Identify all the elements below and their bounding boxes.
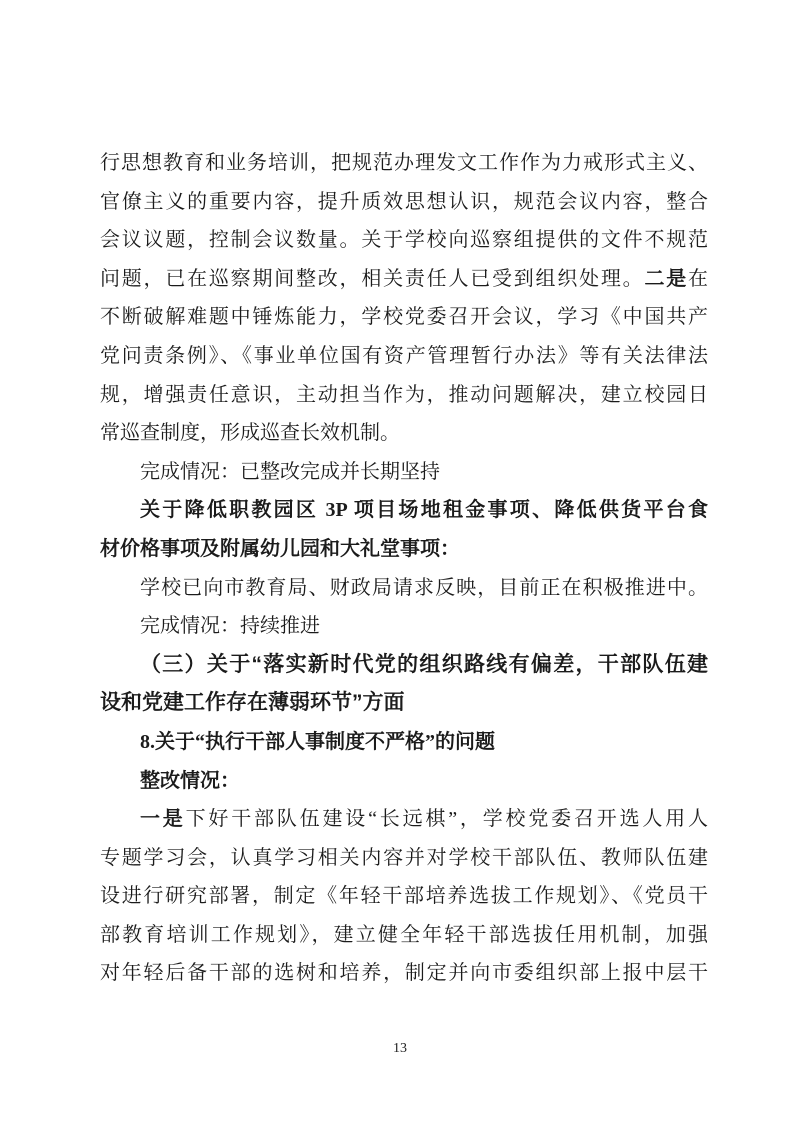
text-segment: 完成情况：已整改完成并长期坚持 [140,460,440,483]
subheading-line [100,530,708,569]
text-segment: 整改情况： [140,769,240,792]
text-segment: 设进行研究部署，制定《年轻干部培养选拔工作规划》、《党员干 [100,885,708,908]
text-segment: 行思想教育和业务培训，把规范办理发文工作作为力戒形式主义、 [100,152,708,174]
paragraph-line [100,376,708,415]
subheading-line [100,491,708,530]
text-segment: 一是 [140,808,186,831]
text-segment: 常巡查制度，形成巡查长效机制。 [100,422,400,445]
text-segment: 下好干部队伍建设“长远棋”，学校党委召开选人用人 [185,808,708,831]
rectification-label-line [100,762,708,801]
text-segment: 党问责条例》、《事业单位国有资产管理暂行办法》等有关法律法 [100,344,708,367]
section-heading-line [100,646,708,685]
completion-status-line [100,607,708,646]
text-segment: 二是 [644,267,689,290]
text-segment: 问题，已在巡察期间整改，相关责任人已受到组织处理。 [100,267,645,290]
page-number: 13 [393,1041,407,1056]
section-heading-line [100,684,708,723]
text-segment: 会议议题，控制会议数量。关于学校向巡察组提供的文件不规范 [100,229,708,252]
text-segment: 官僚主义的重要内容，提升质效思想认识，规范会议内容，整合 [100,190,708,213]
text-segment: 对年轻后备干部的选树和培养，制定并向市委组织部上报中层干 [100,962,708,985]
issue-heading-line [100,723,708,762]
text-segment: （三）关于“落实新时代党的组织路线有偏差，干部队伍建 [140,652,708,676]
paragraph-line [100,337,708,376]
text-segment: 材价格事项及附属幼儿园和大礼堂事项： [100,537,460,560]
text-segment: 8.关于“执行干部人事制度不严格”的问题 [140,730,495,753]
text-segment: 专题学习会，认真学习相关内容并对学校干部队伍、教师队伍建 [100,846,708,869]
paragraph-line [100,414,708,453]
paragraph-line [100,298,708,337]
paragraph-line [100,221,708,260]
text-segment: 在 [688,267,709,290]
text-segment: 关于降低职教园区 3P 项目场地租金事项、降低供货平台食 [140,499,708,522]
paragraph-line [100,260,708,299]
text-segment: 学校已向市教育局、财政局请求反映，目前正在积极推进中。 [140,576,708,599]
paragraph-line [100,569,708,608]
text-segment: 部教育培训工作规划》，建立健全年轻干部选拔任用机制，加强 [100,923,708,946]
paragraph-line [100,877,708,916]
paragraph-line [100,144,708,183]
document-content [100,144,708,993]
paragraph-line [100,183,708,222]
text-segment: 规，增强责任意识，主动担当作为，推动问题解决，建立校园日 [100,383,708,406]
paragraph-line [100,916,708,955]
text-segment: 设和党建工作存在薄弱环节”方面 [100,691,405,715]
text-segment: 不断破解难题中锤炼能力，学校党委召开会议，学习《中国共产 [100,306,708,329]
completion-status-line [100,453,708,492]
text-segment: 完成情况：持续推进 [140,615,320,638]
paragraph-line [100,954,708,993]
paragraph-line [100,800,708,839]
paragraph-line [100,839,708,878]
